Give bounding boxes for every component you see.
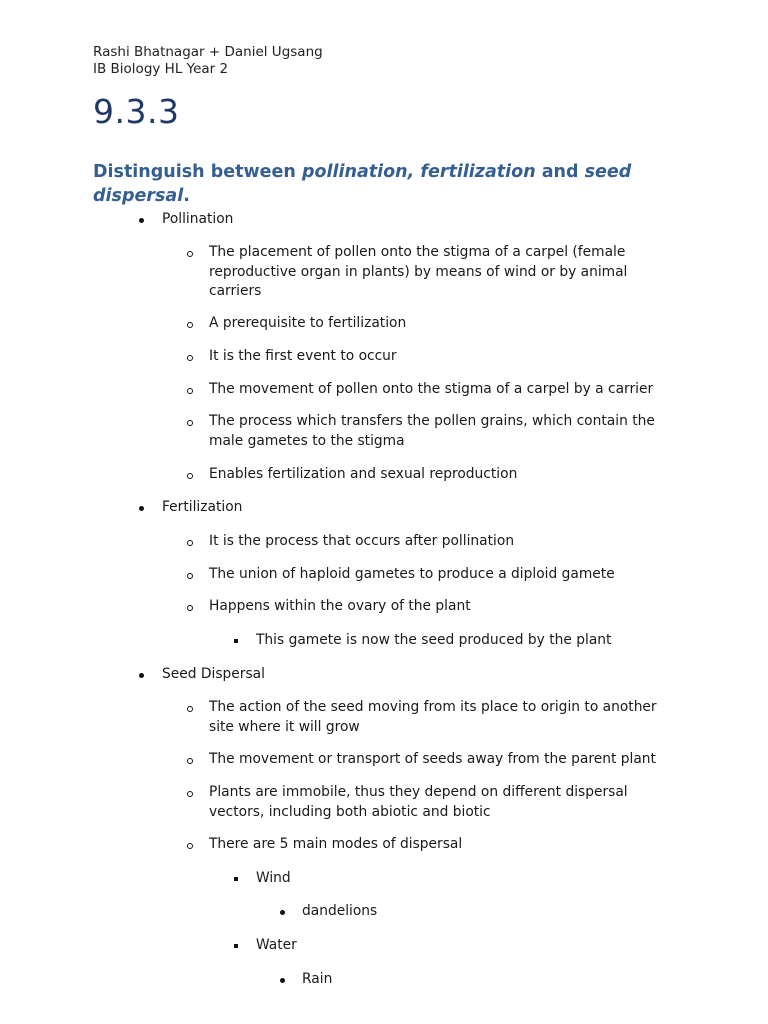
list-item-level3: Water: [256, 937, 297, 953]
list-item-level2: The movement or transport of seeds away from the parent plant: [209, 751, 656, 767]
heading-middle: and: [535, 162, 585, 182]
list-item-level2: It is the process that occurs after pollination: [209, 533, 515, 549]
list-item-level1: Pollination: [162, 211, 234, 227]
list-item-level2: The union of haploid gametes to produce a diploid gamete: [209, 566, 615, 582]
list-item-level3: Wind: [256, 870, 291, 886]
section-heading: [93, 160, 683, 208]
list-item-level1: Seed Dispersal: [162, 666, 265, 682]
course-line: IB Biology HL Year 2: [93, 61, 229, 77]
heading-term-1: pollination, fertilization: [301, 162, 536, 182]
heading-prefix: Distinguish between: [93, 162, 302, 182]
list-item-level2: The action of the seed moving from its place to origin to another site where it will grow: [209, 699, 657, 735]
heading-suffix: .: [183, 186, 190, 206]
list-item-level4: dandelions: [302, 903, 378, 919]
list-item-level2: A prerequisite to fertilization: [209, 315, 407, 331]
list-item-level2: The movement of pollen onto the stigma of a carpel by a carrier: [209, 381, 654, 397]
list-item-level2: There are 5 main modes of dispersal: [209, 836, 463, 852]
list-item-level2: Enables fertilization and sexual reproduction: [209, 466, 518, 482]
list-item-level2: The process which transfers the pollen grains, which contain the male gametes to the stigma: [209, 413, 655, 449]
list-item-level3: This gamete is now the seed produced by the plant: [256, 632, 612, 648]
list-item-level2: Happens within the ovary of the plant: [209, 598, 471, 614]
author-block: [93, 44, 323, 78]
list-item-level2: The placement of pollen onto the stigma of a carpel (female reproductive organ in plants) by means of wind or by animal carriers: [209, 244, 628, 299]
list-item-level4: Rain: [302, 971, 333, 987]
authors-line: Rashi Bhatnagar + Daniel Ugsang: [93, 44, 323, 60]
document-title: 9.3.3: [93, 92, 180, 131]
list-item-level2: It is the first event to occur: [209, 348, 397, 364]
heading-term-2: seed dispersal: [93, 162, 632, 206]
list-item-level1: Fertilization: [162, 499, 243, 515]
list-item-level2: Plants are immobile, thus they depend on different dispersal vectors, including both abiotic and biotic: [209, 784, 628, 820]
